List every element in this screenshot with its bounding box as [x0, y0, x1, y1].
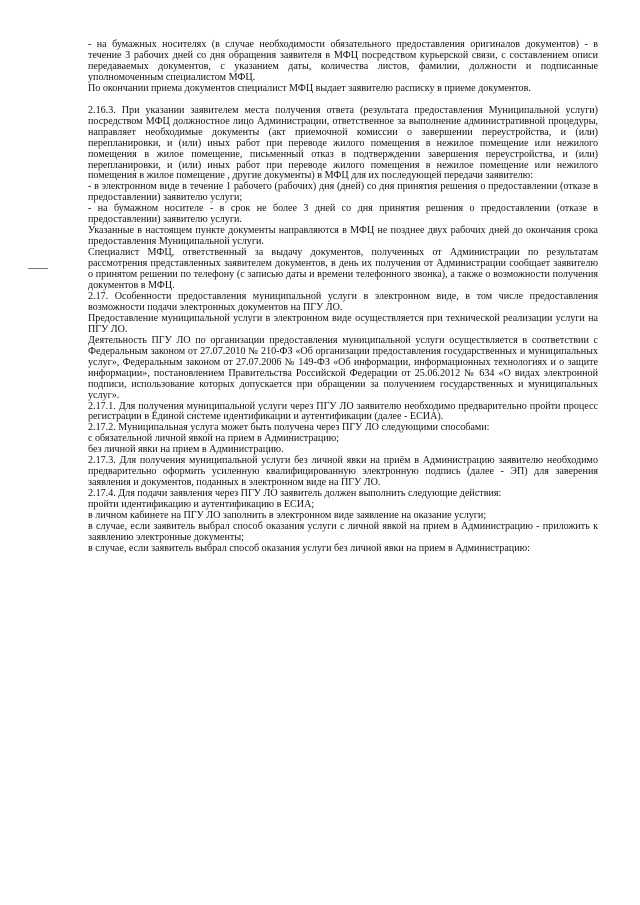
list-item-no-visit-option: в случае, если заявитель выбрал способ оказания услуги без личной явки на прием в Администрацию: [88, 542, 530, 554]
paragraph-paper-term: - на бумажном носителе - в срок не более 3 дней со дня принятия решения о предоставлении (отказе в предоставлении) заявителю услуги. [88, 203, 598, 226]
list-item-with-visit: с обязательной личной явкой на прием в Администрацию; [88, 433, 339, 445]
paragraph-paper-delivery: - на бумажных носителях (в случае необходимости обязательного предоставления оригиналов документов) - в течение 3 рабочих дней со дня обращения заявителя в МФЦ посредством курьерской связи, с составлением описи передаваемых документов, с указанием даты, количества листов, фамилии, должности и подписанные уполномоченным специалистом МФЦ. [88, 39, 598, 83]
paragraph-2-17-4: 2.17.4. Для подачи заявления через ПГУ ЛО заявитель должен выполнить следующие действия: [88, 488, 502, 500]
paragraph-electronic-term: - в электронном виде в течение 1 рабочего (рабочих) дня (дней) со дня принятия решения о предоставлении (отказе в предоставлении) заявителю услуги; [88, 181, 598, 204]
list-item-fill-form: в личном кабинете на ПГУ ЛО заполнить в электронном виде заявление на оказание услуги; [88, 510, 487, 522]
list-item-without-visit: без личной явки на прием в Администрацию. [88, 444, 284, 456]
list-item-esia: пройти идентификацию и аутентификацию в ЕСИА; [88, 499, 315, 511]
list-item-attach-docs: в случае, если заявитель выбрал способ оказания услуги с личной явкой на прием в Администрацию - приложить к заявлению электронные документы; [88, 520, 598, 543]
scan-artifact-line [28, 268, 48, 269]
paragraph-2-17: 2.17. Особенности предоставления муниципальной услуги в электронном виде, в том числе предоставления возможности подачи электронных документов на ПГУ ЛО. [88, 290, 598, 313]
paragraph-pgu-activity: Деятельность ПГУ ЛО по организации предоставления муниципальной услуги осуществляется в соответствии с Федеральным законом от 27.07.2010 № 210-ФЗ «Об организации предоставления государственных и муниципальных услуг», Федеральным законом от 27.07.2006 № 149-ФЗ «Об информации, информационных технологиях и о защите информации», постановлением Правительства Российской Федерации от 25.06.2012 № 634 «О видах электронной подписи, использование которых допускается при обращении за получением государственных и муниципальных услуг». [88, 334, 598, 401]
paragraph-mfc-specialist: Специалист МФЦ, ответственный за выдачу документов, полученных от Администрации по результатам рассмотрения представленных заявителем документов, в день их получения от Администрации сообщает заявителю о принятом решении по телефону (с записью даты и времени телефонного звонка), а также о возможности получения документов в МФЦ. [88, 247, 598, 292]
paragraph-2-17-1: 2.17.1. Для получения муниципальной услуги через ПГУ ЛО заявителю необходимо предварительно пройти процесс регистрации в Единой системе идентификации и аутентификации (далее - ЕСИА). [88, 400, 598, 423]
paragraph-2-16-3: 2.16.3. При указании заявителем места получения ответа (результата предоставления Муниципальной услуги) посредством МФЦ должностное лицо Администрации, ответственное за выполнение административной процедуры, направляет необходимые документы (акт приемочной комиссии о завершении переустройства, и (или) перепланировки, и (или) иных работ при переводе жилого помещения в нежилое помещение или нежилого помещения в жилое помещение, письменный отказ в подтверждении завершения переустройства, и (или) перепланировки, и (или) иных работ при переводе жилого помещения в нежилое помещение или нежилого помещения в жилое помещение , другие документы) в МФЦ для их последующей передачи заявителю: [88, 104, 598, 182]
paragraph-2-17-3: 2.17.3. Для получения муниципальной услуги без личной явки на приём в Администрацию заявителю необходимо предварительно оформить усиленную квалифицированную электронную подпись (далее - ЭП) для заверения заявления и документов, поданных в электронном виде на ПГУ ЛО. [88, 455, 598, 489]
paragraph-receipt: По окончании приема документов специалист МФЦ выдает заявителю расписку в приеме документов. [88, 82, 531, 94]
paragraph-electronic-provision: Предоставление муниципальной услуги в электронном виде осуществляется при технической реализации услуги на ПГУ ЛО. [88, 312, 598, 335]
paragraph-mfc-deadline: Указанные в настоящем пункте документы направляются в МФЦ не позднее двух рабочих дней до окончания срока предоставления Муниципальной услуги. [88, 225, 598, 248]
paragraph-2-17-2: 2.17.2. Муниципальная услуга может быть получена через ПГУ ЛО следующими способами: [88, 422, 490, 434]
